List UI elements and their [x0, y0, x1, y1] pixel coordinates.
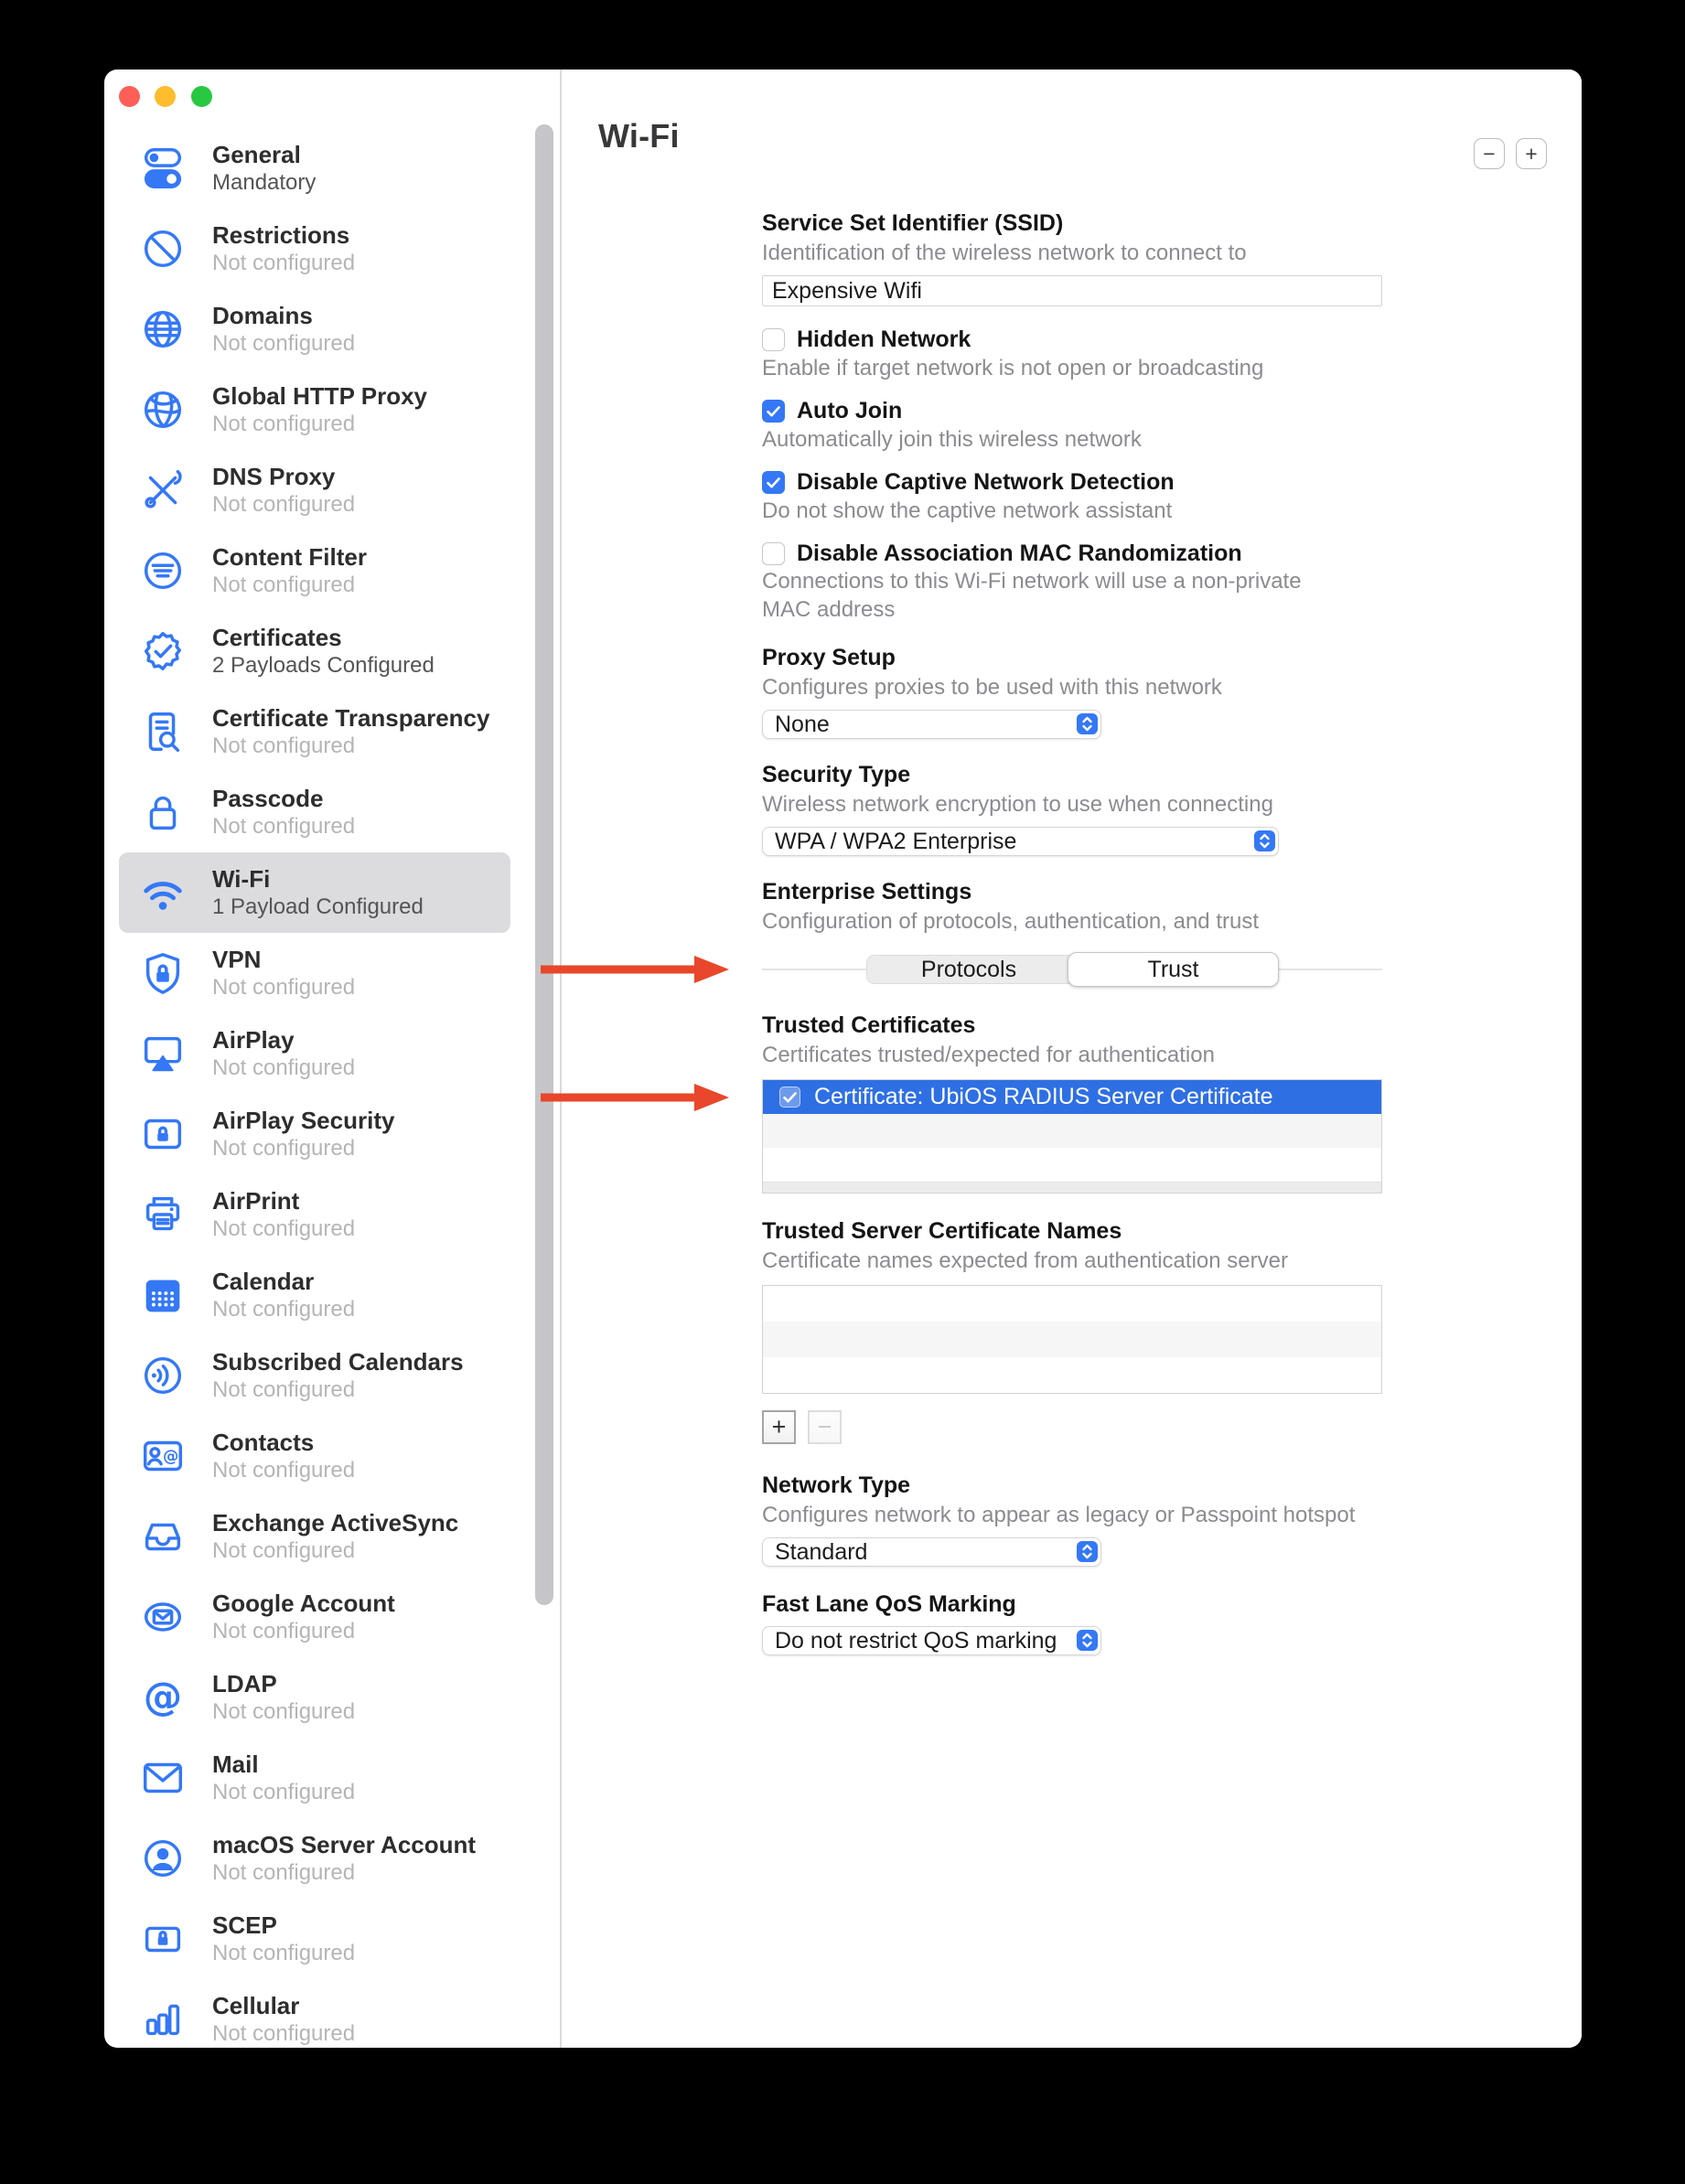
- hidden-network-row: [762, 327, 1382, 353]
- trusted-certificates-description: Certificates trusted/expected for authentication: [762, 1043, 1215, 1067]
- sidebar-item-mail[interactable]: [119, 1738, 510, 1818]
- remove-payload-button[interactable]: −: [1474, 138, 1505, 169]
- sidebar-item-status: Not configured: [212, 1941, 356, 1965]
- sidebar-item-wi-fi[interactable]: [119, 852, 510, 933]
- sidebar-item-label: Certificate Transparency: [212, 704, 490, 732]
- sidebar-item-ldap[interactable]: [119, 1657, 510, 1738]
- mac-randomization-row: [762, 541, 1382, 567]
- filter-circle-icon: [137, 545, 188, 596]
- sidebar-scrollbar[interactable]: [535, 124, 553, 1605]
- auto-join-description: Automatically join this wireless network: [762, 427, 1142, 452]
- network-type-select[interactable]: [762, 1537, 1101, 1567]
- svg-text:@: @: [163, 1447, 179, 1466]
- sidebar-item-status: Not configured: [212, 814, 356, 839]
- sidebar-item-status: Not configured: [212, 1699, 356, 1724]
- add-server-name-button[interactable]: +: [762, 1410, 796, 1444]
- minimize-window-button[interactable]: [155, 86, 176, 107]
- auto-join-checkbox[interactable]: [762, 400, 785, 423]
- sidebar-item-status: Not configured: [212, 1377, 356, 1402]
- sidebar-item-subscribed-calendars[interactable]: [119, 1335, 510, 1416]
- sidebar-item-passcode[interactable]: [119, 772, 510, 852]
- empty-list-row: [763, 1148, 1381, 1182]
- sidebar-item-label: VPN: [212, 946, 262, 973]
- wifi-payload-pane: [562, 70, 1582, 2048]
- calendar-icon: [137, 1269, 188, 1321]
- empty-list-row: [763, 1322, 1381, 1357]
- sidebar-item-status: 2 Payloads Configured: [212, 653, 435, 678]
- sidebar-item-label: DNS Proxy: [212, 463, 336, 490]
- sidebar-item-label: Calendar: [212, 1268, 315, 1295]
- sidebar-item-exchange-activesync[interactable]: [119, 1496, 510, 1577]
- empty-list-row: [763, 1114, 1381, 1148]
- empty-list-row: [763, 1286, 1381, 1322]
- at-sign-icon: [137, 1672, 188, 1723]
- ssid-description: Identification of the wireless network to connect to: [762, 241, 1247, 265]
- padlock-icon: [137, 787, 188, 838]
- sidebar-item-status: Not configured: [212, 975, 356, 1000]
- proxy-setup-description: Configures proxies to be used with this network: [762, 675, 1222, 700]
- disable-captive-detection-checkbox[interactable]: [762, 471, 785, 494]
- fast-lane-select[interactable]: [762, 1626, 1101, 1655]
- sidebar-item-label: Restrictions: [212, 221, 350, 249]
- zoom-window-button[interactable]: [191, 86, 212, 107]
- sidebar-item-label: Certificates: [212, 624, 342, 651]
- security-type-description: Wireless network encryption to use when connecting: [762, 792, 1273, 817]
- fast-lane-value: Do not restrict QoS marking: [775, 1627, 1057, 1654]
- sidebar-item-label: AirPrint: [212, 1187, 300, 1215]
- payload-sidebar: [104, 124, 560, 2048]
- chevron-up-down-icon: [1077, 1630, 1098, 1651]
- chevron-up-down-icon: [1077, 713, 1098, 734]
- sidebar-item-status: 1 Payload Configured: [212, 894, 424, 919]
- enterprise-tabs: [762, 951, 1382, 988]
- sidebar-item-content-filter[interactable]: [119, 530, 510, 611]
- fast-lane-label: Fast Lane QoS Marking: [762, 1591, 1016, 1617]
- airplay-icon: [137, 1028, 188, 1079]
- sidebar-item-macos-server-account[interactable]: [119, 1818, 510, 1899]
- sidebar-item-status: Mandatory: [212, 170, 317, 195]
- sidebar-item-certificates[interactable]: [119, 611, 510, 691]
- envelope-icon: [137, 1752, 188, 1804]
- sidebar-item-calendar[interactable]: [119, 1255, 510, 1335]
- security-type-label: Security Type: [762, 762, 911, 787]
- sidebar-item-label: Wi-Fi: [212, 865, 271, 893]
- mac-randomization-label: Disable Association MAC Randomization: [797, 541, 1242, 566]
- sidebar-item-label: Subscribed Calendars: [212, 1348, 464, 1376]
- sidebar-item-label: General: [212, 141, 301, 168]
- list-edit-buttons: [762, 1410, 1382, 1444]
- contact-card-icon: [137, 1430, 188, 1482]
- mac-randomization-description: Connections to this Wi-Fi network will use a non-private MAC address: [762, 569, 1302, 622]
- envelope-oval-icon: [137, 1591, 188, 1643]
- captive-detection-label: Disable Captive Network Detection: [797, 469, 1175, 495]
- shield-lock-icon: [137, 947, 188, 999]
- sidebar-item-status: Not configured: [212, 1216, 356, 1241]
- sidebar-item-label: AirPlay: [212, 1026, 295, 1054]
- sidebar-item-domains[interactable]: [119, 289, 510, 369]
- sidebar-item-vpn[interactable]: [119, 933, 510, 1013]
- captive-detection-row: [762, 469, 1382, 496]
- sidebar-item-status: Not configured: [212, 412, 356, 436]
- globe-icon: [137, 304, 188, 355]
- sidebar-item-certificate-transparency[interactable]: [119, 691, 510, 772]
- sidebar-item-scep[interactable]: [119, 1899, 510, 1979]
- list-footer-strip: [763, 1182, 1381, 1193]
- auto-join-row: [762, 398, 1382, 424]
- ssid-label: Service Set Identifier (SSID): [762, 210, 1064, 236]
- screen-lock-icon: [137, 1108, 188, 1160]
- sidebar-item-contacts[interactable]: [119, 1416, 510, 1496]
- certificate-checkbox[interactable]: [779, 1087, 800, 1108]
- sidebar-item-label: Exchange ActiveSync: [212, 1509, 459, 1536]
- sidebar-item-status: Not configured: [212, 1538, 356, 1563]
- person-circle-icon: [137, 1833, 188, 1884]
- sidebar-item-general[interactable]: [119, 128, 510, 209]
- sidebar-item-global-http-proxy[interactable]: [119, 369, 510, 450]
- seal-check-icon: [137, 626, 188, 677]
- sidebar-item-label: LDAP: [212, 1670, 277, 1697]
- ssid-input[interactable]: Expensive Wifi: [762, 275, 1382, 306]
- sidebar-item-status: Not configured: [212, 1619, 356, 1643]
- auto-join-label: Auto Join: [797, 398, 903, 423]
- tab-trust[interactable]: Trust: [1068, 952, 1279, 987]
- tab-protocols[interactable]: Protocols: [920, 956, 1017, 982]
- sidebar-item-status: Not configured: [212, 1780, 356, 1804]
- sidebar-item-label: SCEP: [212, 1911, 277, 1939]
- sidebar-item-status: Not configured: [212, 492, 356, 517]
- sidebar-item-label: Mail: [212, 1750, 259, 1778]
- proxy-setup-label: Proxy Setup: [762, 645, 896, 670]
- sidebar-item-label: Contacts: [212, 1429, 315, 1456]
- trusted-certificates-label: Trusted Certificates: [762, 1012, 976, 1038]
- globe-mesh-icon: [137, 384, 188, 435]
- enterprise-settings-label: Enterprise Settings: [762, 879, 972, 905]
- sidebar-item-airplay[interactable]: [119, 1013, 510, 1094]
- sidebar-item-label: Domains: [212, 302, 313, 329]
- sidebar-item-label: Cellular: [212, 1992, 300, 2019]
- sidebar-item-status: Not configured: [212, 733, 356, 758]
- hidden-network-checkbox[interactable]: [762, 328, 785, 351]
- sidebar-item-label: Passcode: [212, 785, 324, 812]
- profile-editor-window: [104, 70, 1582, 2048]
- enterprise-segmented-control: [866, 955, 1278, 984]
- sidebar-item-label: macOS Server Account: [212, 1831, 477, 1858]
- sidebar-item-airplay-security[interactable]: [119, 1094, 510, 1174]
- hidden-network-description: Enable if target network is not open or broadcasting: [762, 356, 1264, 380]
- page-title: Wi-Fi: [598, 117, 680, 155]
- trusted-certificates-list: [762, 1079, 1382, 1194]
- captive-detection-description: Do not show the captive network assistant: [762, 498, 1173, 523]
- sidebar-item-status: Not configured: [212, 1458, 356, 1483]
- disable-mac-randomization-checkbox[interactable]: [762, 542, 785, 565]
- sidebar-item-label: Content Filter: [212, 543, 367, 571]
- prohibition-icon: [137, 223, 188, 274]
- sidebar-item-status: Not configured: [212, 1055, 356, 1080]
- tools-icon: [137, 465, 188, 516]
- trusted-certificate-row[interactable]: [763, 1080, 1381, 1114]
- wifi-form: [762, 209, 1382, 1655]
- sidebar-item-status: Not configured: [212, 573, 356, 597]
- sidebar-item-status: Not configured: [212, 1136, 356, 1161]
- hidden-network-label: Hidden Network: [797, 327, 971, 352]
- chevron-up-down-icon: [1077, 1541, 1098, 1562]
- sidebar-item-google-account[interactable]: [119, 1577, 510, 1657]
- sidebar-item-cellular[interactable]: [119, 1979, 510, 2048]
- document-magnifier-icon: [137, 706, 188, 757]
- network-type-description: Configures network to appear as legacy or Passpoint hotspot: [762, 1503, 1356, 1527]
- trusted-server-names-list[interactable]: [762, 1285, 1382, 1394]
- proxy-setup-select[interactable]: [762, 710, 1101, 739]
- sidebar-item-status: Not configured: [212, 1297, 356, 1322]
- remove-server-name-button[interactable]: −: [808, 1410, 842, 1444]
- svg-text:@: @: [143, 1675, 183, 1720]
- sidebar-item-status: Not configured: [212, 2021, 356, 2046]
- sidebar-item-label: AirPlay Security: [212, 1107, 395, 1134]
- proxy-setup-value: None: [775, 711, 830, 737]
- empty-list-row: [763, 1357, 1381, 1393]
- close-window-button[interactable]: [119, 86, 140, 107]
- printer-icon: [137, 1189, 188, 1240]
- sidebar-item-dns-proxy[interactable]: [119, 450, 510, 530]
- sidebar-item-label: Google Account: [212, 1590, 395, 1617]
- sidebar-item-label: Global HTTP Proxy: [212, 382, 428, 410]
- sidebar-item-restrictions[interactable]: [119, 209, 510, 289]
- network-type-value: Standard: [775, 1538, 868, 1565]
- chevron-up-down-icon: [1254, 830, 1275, 851]
- sidebar-item-status: Not configured: [212, 331, 356, 356]
- sidebar-item-status: Not configured: [212, 251, 356, 275]
- network-type-label: Network Type: [762, 1472, 911, 1498]
- security-type-value: WPA / WPA2 Enterprise: [775, 828, 1017, 854]
- certificate-label: Certificate: UbiOS RADIUS Server Certificate: [814, 1084, 1273, 1109]
- toggles-icon: [137, 143, 188, 194]
- wifi-icon: [137, 867, 188, 918]
- security-type-select[interactable]: [762, 827, 1279, 856]
- enterprise-settings-description: Configuration of protocols, authentication, and trust: [762, 909, 1259, 934]
- card-lock-icon: [137, 1913, 188, 1965]
- signal-bars-icon: [137, 1994, 188, 2045]
- tray-icon: [137, 1511, 188, 1562]
- trusted-server-names-description: Certificate names expected from authentication server: [762, 1248, 1288, 1273]
- add-payload-button[interactable]: +: [1516, 138, 1547, 169]
- sidebar-item-status: Not configured: [212, 1860, 356, 1885]
- trusted-server-names-label: Trusted Server Certificate Names: [762, 1218, 1122, 1244]
- radio-waves-icon: [137, 1350, 188, 1401]
- sidebar-item-airprint[interactable]: [119, 1174, 510, 1255]
